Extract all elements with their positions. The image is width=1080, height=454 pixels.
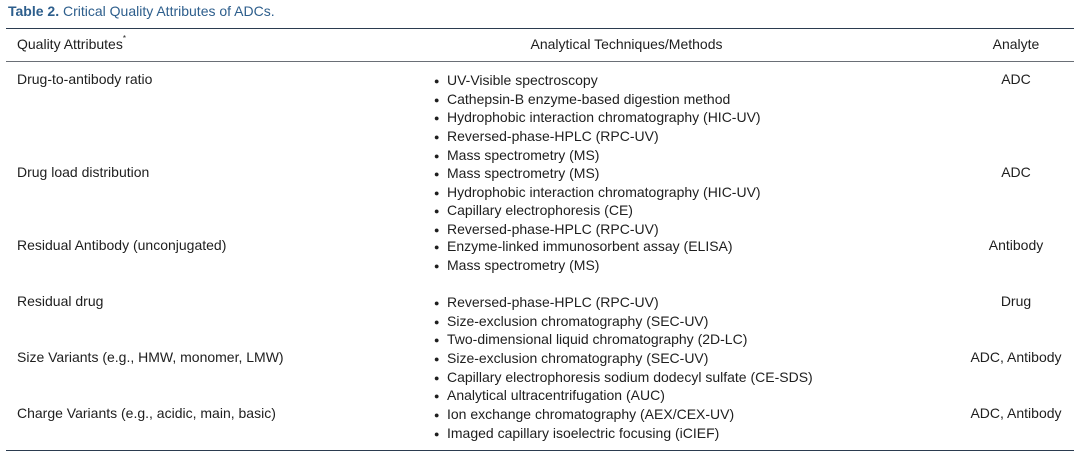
header-footnote-mark: * [122, 34, 126, 43]
method-text: Two-dimensional liquid chromatography (2D-LC) [447, 331, 748, 348]
method-list-item [434, 330, 747, 349]
method-text: Cathepsin-B enzyme-based digestion method [447, 90, 731, 107]
bullet-icon: ● [434, 206, 440, 217]
table-caption [8, 3, 275, 19]
method-text: Size-exclusion chromatography (SEC-UV) [447, 350, 709, 366]
analyte-cell: ADC [1001, 71, 1031, 87]
methods-list [434, 349, 813, 405]
method-text: Imaged capillary isoelectric focusing (iCIEF) [447, 424, 720, 441]
method-list-item [434, 146, 761, 165]
header-quality-attributes-label: Quality Attributes [17, 36, 123, 52]
method-list-item [434, 220, 761, 239]
method-text: Reversed-phase-HPLC (RPC-UV) [447, 294, 659, 310]
table-top-rule [6, 28, 1074, 29]
method-text: Capillary electrophoresis sodium dodecyl sulfate (CE-SDS) [447, 368, 813, 385]
methods-list [434, 293, 747, 349]
method-text: Hydrophobic interaction chromatography (HIC-UV) [447, 183, 761, 200]
bullet-icon: ● [434, 260, 440, 271]
method-text: Mass spectrometry (MS) [447, 165, 600, 181]
method-list-item [434, 90, 761, 109]
bullet-icon: ● [434, 132, 440, 143]
bullet-icon: ● [434, 298, 440, 308]
bullet-icon: ● [434, 316, 440, 327]
bullet-icon: ● [434, 410, 440, 420]
bullet-icon: ● [434, 335, 440, 346]
table-bottom-rule [6, 450, 1074, 451]
method-list-item [434, 256, 733, 275]
bullet-icon: ● [434, 428, 440, 439]
bullet-icon: ● [434, 169, 440, 179]
methods-list [434, 237, 733, 274]
bullet-icon: ● [434, 354, 440, 364]
bullet-icon: ● [434, 225, 440, 236]
method-text: Size-exclusion chromatography (SEC-UV) [447, 312, 709, 329]
bullet-icon: ● [434, 94, 440, 105]
method-text: Reversed-phase-HPLC (RPC-UV) [447, 221, 659, 238]
quality-attribute-cell: Residual Antibody (unconjugated) [17, 237, 227, 253]
analyte-cell: ADC [1001, 164, 1031, 180]
method-list-item [434, 201, 761, 220]
analyte-cell: ADC, Antibody [970, 349, 1062, 365]
method-list-item [434, 164, 761, 183]
method-text: Hydrophobic interaction chromatography (HIC-UV) [447, 109, 761, 126]
method-list-item [434, 312, 747, 331]
methods-list [434, 71, 761, 164]
method-text: Capillary electrophoresis (CE) [447, 202, 633, 219]
quality-attribute-cell: Charge Variants (e.g., acidic, main, basic) [17, 405, 276, 421]
method-text: Mass spectrometry (MS) [447, 146, 600, 163]
table-header-rule [6, 61, 1074, 62]
method-list-item [434, 183, 761, 202]
quality-attribute-cell: Drug load distribution [17, 164, 150, 180]
method-list-item [434, 293, 747, 312]
method-text: Ion exchange chromatography (AEX/CEX-UV) [447, 406, 735, 422]
bullet-icon: ● [434, 76, 440, 86]
analyte-cell: Antibody [988, 237, 1044, 253]
bullet-icon: ● [434, 187, 440, 198]
method-text: Reversed-phase-HPLC (RPC-UV) [447, 128, 659, 145]
bullet-icon: ● [434, 372, 440, 383]
method-list-item [434, 349, 813, 368]
bullet-icon: ● [434, 242, 440, 252]
analyte-cell: ADC, Antibody [970, 405, 1062, 421]
quality-attribute-cell: Drug-to-antibody ratio [17, 71, 153, 87]
bullet-icon: ● [434, 113, 440, 124]
method-text: Mass spectrometry (MS) [447, 256, 600, 273]
method-list-item [434, 237, 733, 256]
method-list-item [434, 108, 761, 127]
method-list-item [434, 368, 813, 387]
method-text: Analytical ultracentrifugation (AUC) [447, 387, 665, 404]
method-text: UV-Visible spectroscopy [447, 72, 598, 88]
method-list-item [434, 386, 813, 405]
method-list-item [434, 71, 761, 90]
quality-attribute-cell: Residual drug [17, 293, 104, 309]
bullet-icon: ● [434, 150, 440, 161]
table-caption-label: Table 2. [8, 3, 60, 19]
method-text: Enzyme-linked immunosorbent assay (ELISA) [447, 238, 733, 254]
bullet-icon: ● [434, 391, 440, 402]
method-list-item [434, 405, 734, 424]
header-analytical-techniques: Analytical Techniques/Methods [530, 36, 723, 52]
method-list-item [434, 127, 761, 146]
methods-list [434, 405, 734, 442]
table-caption-title: Critical Quality Attributes of ADCs. [62, 3, 275, 19]
method-list-item [434, 424, 734, 443]
analyte-cell: Drug [1000, 293, 1032, 309]
quality-attribute-cell: Size Variants (e.g., HMW, monomer, LMW) [17, 349, 284, 365]
header-analyte: Analyte [992, 36, 1040, 52]
methods-list [434, 164, 761, 239]
